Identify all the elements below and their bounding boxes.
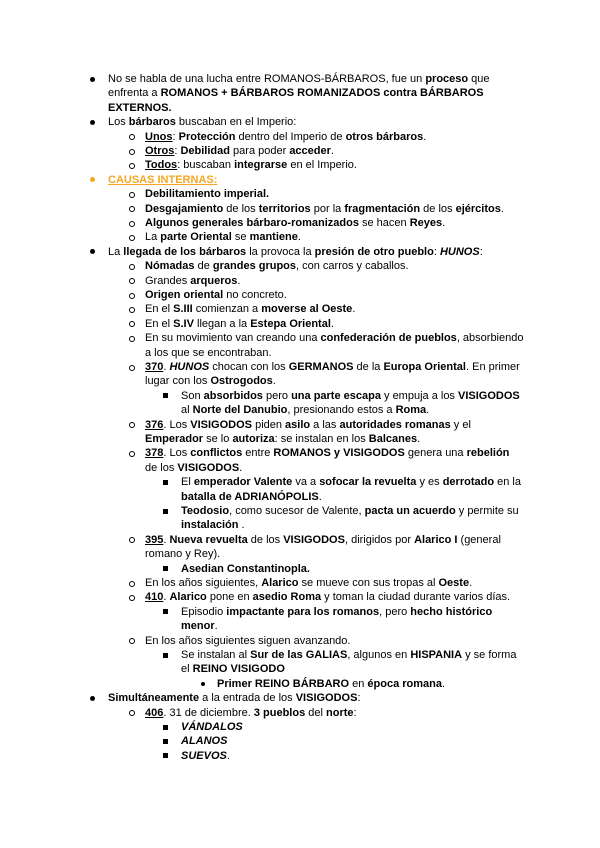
list-item-line <box>145 130 426 144</box>
text-run: . <box>163 361 170 373</box>
text-run: Simultáneamente <box>108 692 200 705</box>
list-item-line <box>181 605 492 619</box>
bullet-circle-icon <box>129 264 135 270</box>
bullet-circle-icon <box>129 422 135 428</box>
text-run: para poder <box>229 145 290 157</box>
text-run: VISIGODOS <box>190 418 253 431</box>
text-run: Todos <box>145 159 178 172</box>
list-item-line <box>145 418 471 432</box>
list-item-line <box>145 230 301 244</box>
text-run: chocan con los <box>209 361 289 373</box>
list-item-line <box>217 677 445 691</box>
bullet-disc-icon <box>90 77 95 82</box>
text-run: buscaban en el Imperio: <box>175 116 297 129</box>
text-run: llegan a la <box>193 317 251 330</box>
text-run: Oeste <box>438 577 470 589</box>
bullet-circle-icon <box>129 710 135 716</box>
bullet-circle-icon <box>129 293 135 299</box>
text-run: entre <box>242 447 274 460</box>
list-item-line <box>145 374 276 388</box>
text-run: emperador Valente <box>193 476 293 489</box>
text-run: . <box>352 303 356 316</box>
text-run: . <box>330 145 334 157</box>
text-run: Asedian Constantinopla. <box>181 562 310 575</box>
text-run: Los <box>108 116 129 129</box>
text-run: Origen oriental <box>145 289 224 301</box>
text-run: romano y Rey). <box>145 548 221 561</box>
text-run: VISIGODOS <box>283 533 345 546</box>
bullet-square-icon <box>163 739 168 744</box>
text-run: en la <box>494 476 521 489</box>
text-run: y toman la ciudad durante varios días. <box>321 591 511 604</box>
list-item-line <box>145 590 510 604</box>
text-run: Emperador <box>145 433 204 445</box>
text-run: de la <box>353 361 384 373</box>
text-run: va a <box>292 476 320 489</box>
text-run: Reyes <box>409 217 443 229</box>
text-run: Algunos generales bárbaro-romanizados <box>145 217 359 229</box>
bullet-disc-icon <box>90 177 95 182</box>
list-item-line <box>181 490 322 504</box>
text-run: Son <box>181 389 204 402</box>
text-run: al <box>181 404 193 417</box>
list-item-line <box>108 115 296 129</box>
text-run: Primer REINO BÁRBARO <box>217 677 350 690</box>
text-run: absorbidos <box>203 389 263 402</box>
list-item-line <box>181 648 516 662</box>
text-run: del <box>305 706 326 719</box>
text-run: de los <box>247 533 284 546</box>
text-run: a la entrada de los <box>199 692 296 705</box>
bullet-circle-icon <box>129 278 135 284</box>
bullet-circle-icon <box>129 581 135 587</box>
list-item-line <box>145 158 357 172</box>
bullet-disc-icon <box>90 249 95 254</box>
text-run: : <box>172 130 179 143</box>
text-run: otros bárbaros <box>345 130 424 143</box>
text-run: : buscaban <box>177 159 235 172</box>
text-run: . <box>417 433 421 445</box>
text-run: mantiene <box>249 231 298 244</box>
list-item-line <box>108 101 172 115</box>
text-run: pero <box>262 389 292 402</box>
text-run: acceder <box>289 145 331 157</box>
list-item-line <box>145 634 350 648</box>
text-run: 378 <box>145 447 164 460</box>
text-run: se <box>231 231 250 244</box>
text-run: se lo <box>203 433 233 445</box>
text-run: Estepa Oriental <box>250 317 331 330</box>
bullet-circle-icon <box>129 192 135 198</box>
list-item-line <box>145 346 272 360</box>
text-run: integrarse <box>234 159 288 172</box>
text-run: en el Imperio. <box>287 159 357 172</box>
list-item-line <box>181 389 520 403</box>
text-run: asedio Roma <box>252 591 322 604</box>
bullet-circle-icon <box>129 221 135 227</box>
list-item-line <box>181 662 285 676</box>
text-run: ROMANOS + BÁRBAROS ROMANIZADOS contra BÁRBAROS <box>160 87 484 100</box>
bullet-disc-icon <box>90 696 95 701</box>
text-run: llegada de los bárbaros <box>123 245 247 258</box>
text-run: dentro del Imperio de <box>235 130 346 143</box>
text-run: . <box>297 231 301 244</box>
text-run: . <box>226 749 230 762</box>
list-item-line <box>145 259 409 273</box>
text-run: SUEVOS <box>181 749 227 762</box>
text-run: , pero <box>379 605 411 618</box>
list-item-line <box>145 288 287 302</box>
text-run: genera una <box>404 447 467 460</box>
text-run: . <box>423 130 427 143</box>
text-run: : se instalan en los <box>274 433 369 445</box>
list-item-line <box>145 461 242 475</box>
text-run: de los <box>145 461 178 474</box>
text-run: enfrenta a <box>108 87 161 100</box>
text-run: autoridades romanas <box>339 418 451 431</box>
bullet-circle-icon <box>129 163 135 169</box>
text-run: de los <box>223 202 259 215</box>
text-run: . <box>239 461 243 474</box>
bullet-square-icon <box>163 393 168 398</box>
text-run: Debilidad <box>180 145 230 157</box>
text-run: ALANOS <box>181 735 228 748</box>
text-run: : <box>174 145 181 157</box>
text-run: Nueva revuelta <box>169 533 248 546</box>
text-run: y es <box>416 476 443 489</box>
text-run: arqueros <box>190 274 238 287</box>
text-run: HUNOS <box>169 361 210 373</box>
text-run: proceso <box>425 73 469 85</box>
text-run: y se forma <box>462 649 517 661</box>
bullet-circle-icon <box>129 307 135 313</box>
text-run: S.IV <box>173 317 194 330</box>
text-run: que <box>468 73 490 85</box>
text-run: una parte escapa <box>291 389 381 402</box>
text-run: la provoca la <box>246 245 315 258</box>
bullet-circle-icon <box>129 235 135 241</box>
text-run: a las <box>310 418 340 431</box>
text-run: VISIGODOS <box>295 692 358 705</box>
text-run: , con carros y caballos. <box>296 260 409 273</box>
list-item-line <box>181 619 218 633</box>
bullet-circle-icon <box>129 336 135 342</box>
list-item-line <box>181 518 245 532</box>
list-item-line <box>145 576 472 590</box>
text-run: en <box>349 677 368 690</box>
text-run: Episodio <box>181 605 227 618</box>
text-run: HUNOS <box>439 245 480 258</box>
text-run: . <box>469 577 473 589</box>
text-run: comienzan a <box>192 303 262 316</box>
text-run: . Los <box>163 418 191 431</box>
text-run: Ostrogodos <box>210 375 273 388</box>
text-run: y empuja a los <box>380 389 458 402</box>
bullet-circle-icon <box>129 451 135 457</box>
text-run: La <box>145 231 161 244</box>
text-run: se hacen <box>358 217 410 229</box>
text-run: . <box>214 620 218 633</box>
text-run: VISIGODOS <box>177 461 240 474</box>
text-run: conflictos <box>190 447 243 460</box>
text-run: . <box>272 375 276 388</box>
text-run: . <box>441 677 446 690</box>
text-run: . <box>442 217 446 229</box>
text-run: . 31 de diciembre. <box>163 706 254 719</box>
list-item-line <box>108 173 217 187</box>
bullet-circle-icon <box>129 595 135 601</box>
text-run: a los que se encontraban. <box>145 346 272 359</box>
text-run: Protección <box>178 130 236 143</box>
bullet-square-icon <box>163 653 168 658</box>
text-run: sofocar la revuelta <box>319 476 417 489</box>
text-run: confederación de pueblos <box>320 332 457 345</box>
text-run: CAUSAS INTERNAS: <box>108 173 218 186</box>
text-run: En el <box>145 317 174 330</box>
bullet-circle-icon <box>129 149 135 155</box>
text-run: autoriza <box>232 433 275 445</box>
text-run: Roma <box>395 404 427 417</box>
list-item-line <box>145 547 220 561</box>
list-item-line <box>145 144 334 158</box>
list-item-line <box>145 432 420 446</box>
text-run: no concreto. <box>223 289 287 301</box>
text-run: : <box>479 245 483 258</box>
text-run: Europa Oriental <box>383 361 466 373</box>
text-run: El <box>181 476 194 489</box>
text-run: pone en <box>206 591 253 604</box>
bullet-square-icon <box>163 725 168 730</box>
text-run: VISIGODOS <box>458 389 520 402</box>
text-run: ejércitos <box>455 202 501 215</box>
text-run: 376 <box>145 418 164 431</box>
list-item-line <box>145 446 509 460</box>
text-run: Unos <box>145 130 173 143</box>
bullet-circle-icon <box>129 537 135 543</box>
text-run: piden <box>252 418 286 431</box>
text-run: 370 <box>145 361 164 373</box>
text-run: Desgajamiento <box>145 202 224 215</box>
list-item-line <box>181 504 519 518</box>
text-run: , como sucesor de Valente, <box>229 505 365 517</box>
text-run: fragmentación <box>344 202 421 215</box>
list-item-line <box>181 749 230 763</box>
text-run: : <box>353 706 357 719</box>
text-run: rebelión <box>466 447 510 460</box>
text-run: Nómadas <box>145 260 195 273</box>
text-run: Sur de las GALIAS <box>250 649 348 661</box>
text-run: En su movimiento van creando una <box>145 332 321 345</box>
text-run: derrotado <box>442 476 495 489</box>
bullet-square-icon <box>163 480 168 485</box>
text-run: , presionando estos a <box>287 404 396 417</box>
text-run: Alarico I <box>414 533 458 546</box>
bullet-square-icon <box>163 753 168 758</box>
text-run: , absorbiendo <box>456 332 524 345</box>
text-run: S.III <box>173 303 193 316</box>
text-run: territorios <box>258 202 311 215</box>
list-item-line <box>145 360 520 374</box>
text-run: HISPANIA <box>410 649 463 661</box>
text-run: menor <box>181 620 215 633</box>
text-run: VÁNDALOS <box>181 721 243 733</box>
text-run: Otros <box>145 145 175 157</box>
text-run: y el <box>450 418 471 431</box>
text-run: Grandes <box>145 274 191 287</box>
text-run: moverse al Oeste <box>261 303 353 316</box>
text-run: impactante para los romanos <box>226 605 380 618</box>
text-run: asilo <box>285 418 311 431</box>
list-item-line <box>108 72 490 86</box>
list-item-line <box>181 562 310 576</box>
text-run: . Los <box>163 447 191 460</box>
list-item-line <box>145 274 240 288</box>
text-run: En los años siguientes siguen avanzando. <box>145 634 351 647</box>
list-item-line <box>145 317 334 331</box>
text-run: No se habla de una lucha entre ROMANOS-BÁRBAROS, fue un <box>108 73 426 85</box>
text-run: : <box>357 692 361 705</box>
list-item-line <box>145 187 269 201</box>
list-item-line <box>181 734 227 748</box>
text-run: presión de otro pueblo <box>314 245 434 258</box>
bullet-circle-icon <box>129 365 135 371</box>
text-run: (general <box>457 533 501 546</box>
text-run: lugar con los <box>145 375 211 388</box>
text-run: Teodosio <box>181 505 230 517</box>
list-item-line <box>145 302 355 316</box>
text-run: se mueve con sus tropas al <box>298 577 439 589</box>
text-run: norte <box>326 706 354 719</box>
bullet-square-icon <box>163 609 168 614</box>
list-item-line <box>145 202 504 216</box>
text-run: por la <box>310 202 345 215</box>
text-run: : <box>433 245 440 258</box>
list-item-line <box>181 403 429 417</box>
text-run: y permite su <box>455 505 519 517</box>
list-item-line <box>181 475 521 489</box>
text-run: En los años siguientes, <box>145 577 262 589</box>
text-run: época romana <box>367 677 442 690</box>
list-item-line <box>108 691 361 705</box>
text-run: . En primer <box>466 361 520 373</box>
text-run: Se instalan al <box>181 649 251 661</box>
text-run: . <box>500 202 504 215</box>
text-run: 3 pueblos <box>253 706 306 719</box>
text-run: . <box>318 490 322 503</box>
bullet-disc-small-icon <box>201 682 205 686</box>
list-item-line <box>108 245 483 259</box>
list-item-line <box>145 533 501 547</box>
text-run: 410 <box>145 591 164 604</box>
text-run: REINO VISIGODO <box>192 663 285 676</box>
text-run: Norte del Danubio <box>192 404 288 417</box>
text-run: Alarico <box>169 591 207 604</box>
text-run: EXTERNOS. <box>108 101 172 114</box>
text-run: Alarico <box>261 577 299 589</box>
text-run: La <box>108 245 124 258</box>
bullet-square-icon <box>163 509 168 514</box>
list-item-line <box>181 720 243 734</box>
text-run: , algunos en <box>347 649 411 661</box>
text-run: . <box>330 317 334 330</box>
text-run: el <box>181 663 193 676</box>
list-item-line <box>145 706 357 720</box>
bullet-circle-icon <box>129 206 135 212</box>
text-run: pacta un acuerdo <box>364 505 456 517</box>
text-run: ROMANOS y VISIGODOS <box>273 447 405 460</box>
text-run: Debilitamiento imperial. <box>145 188 270 201</box>
text-run: parte Oriental <box>160 231 232 244</box>
text-run: En el <box>145 303 174 316</box>
text-run: . <box>163 533 170 546</box>
text-run: , dirigidos por <box>344 533 415 546</box>
bullet-circle-icon <box>129 134 135 140</box>
bullet-square-icon <box>163 566 168 571</box>
text-run: de <box>194 260 213 273</box>
text-run: de los <box>420 202 456 215</box>
text-run: . <box>426 404 430 417</box>
text-run: 395 <box>145 533 164 546</box>
text-run: . <box>238 519 245 532</box>
bullet-circle-icon <box>129 638 135 644</box>
text-run: bárbaros <box>128 116 176 129</box>
text-run: . <box>163 591 170 604</box>
text-run: GERMANOS <box>288 361 354 373</box>
text-run: instalación <box>181 519 239 532</box>
list-item-line <box>145 331 523 345</box>
bullet-circle-icon <box>129 321 135 327</box>
bullet-disc-icon <box>90 120 95 125</box>
text-run: 406 <box>145 706 164 719</box>
list-item-line <box>108 86 484 100</box>
text-run: batalla de ADRIANÓPOLIS <box>181 490 319 503</box>
list-item-line <box>145 216 445 230</box>
text-run: hecho histórico <box>410 605 493 618</box>
text-run: . <box>237 274 241 287</box>
text-run: grandes grupos <box>212 260 297 273</box>
text-run: Balcanes <box>368 433 418 445</box>
